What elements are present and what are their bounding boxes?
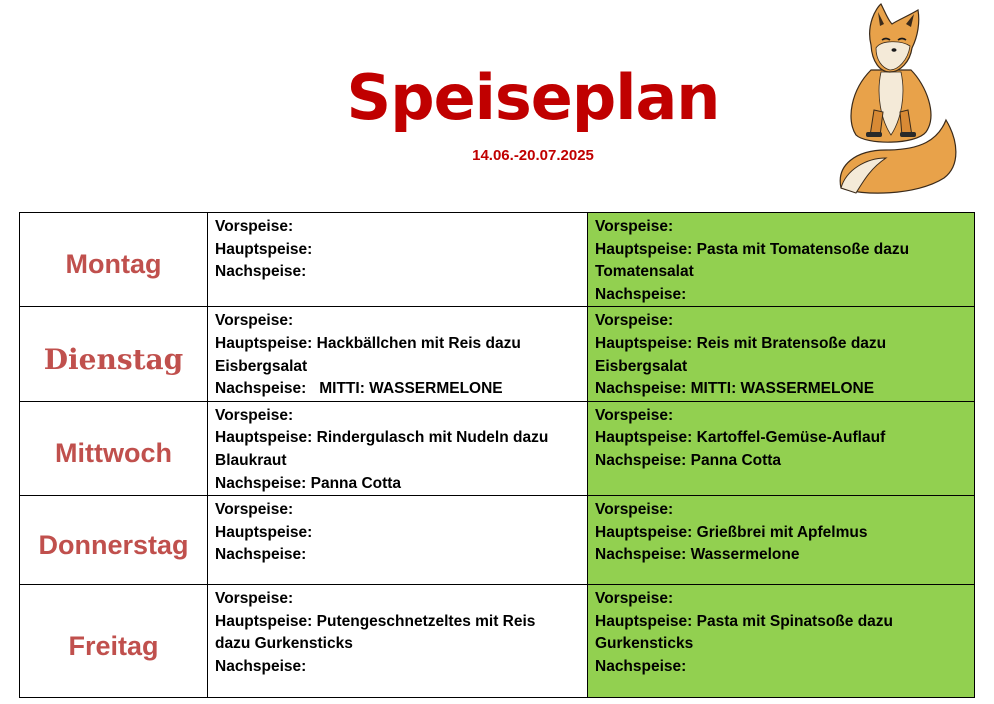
menu-cell-alt — [588, 401, 975, 495]
menu-line: Nachspeise: — [595, 657, 687, 675]
meal-plan-table — [19, 212, 975, 698]
menu-line: Vorspeise: — [595, 218, 674, 235]
menu-line: Vorspeise: — [215, 590, 294, 608]
menu-line: Hauptspeise: Pasta mit Spinatsoße dazu — [595, 612, 894, 630]
menu-cell-alt — [588, 213, 975, 307]
menu-line: Nachspeise: Panna Cotta — [595, 451, 782, 469]
menu-cell — [208, 496, 588, 585]
menu-line: Vorspeise: — [595, 590, 674, 608]
menu-line: Hauptspeise: Rindergulasch mit Nudeln dazu — [215, 429, 549, 447]
menu-line: Nachspeise: — [215, 657, 307, 675]
menu-line: Vorspeise: — [215, 218, 294, 235]
page-title: Speiseplan — [346, 61, 720, 134]
menu-line: Tomatensalat — [595, 263, 694, 281]
menu-line: Hauptspeise: — [215, 523, 313, 541]
day-label: Dienstag — [20, 307, 208, 401]
day-label: Montag — [20, 213, 208, 307]
table-row — [20, 307, 975, 401]
menu-cell — [208, 213, 588, 307]
menu-line: Hauptspeise: Putengeschnetzeltes mit Reis — [215, 612, 536, 630]
menu-line: dazu Gurkensticks — [215, 635, 353, 653]
menu-line: Eisbergsalat — [595, 357, 688, 375]
menu-line: Hauptspeise: Reis mit Bratensoße dazu — [595, 334, 887, 352]
fox-illustration-icon — [826, 0, 966, 196]
menu-line: Nachspeise: — [215, 263, 307, 281]
menu-line: Vorspeise: — [215, 501, 294, 519]
menu-line: Nachspeise: MITTI: WASSERMELONE — [215, 380, 503, 398]
menu-line: Hauptspeise: Grießbrei mit Apfelmus — [595, 523, 868, 541]
menu-line: Nachspeise: — [215, 546, 307, 564]
menu-line: Vorspeise: — [215, 312, 294, 330]
menu-cell — [208, 585, 588, 698]
day-label: Donnerstag — [20, 496, 208, 585]
menu-line: Hauptspeise: Kartoffel-Gemüse-Auflauf — [595, 429, 886, 447]
menu-line: Gurkensticks — [595, 635, 694, 653]
menu-line: Hauptspeise: Hackbällchen mit Reis dazu — [215, 334, 521, 352]
menu-line: Vorspeise: — [595, 501, 674, 519]
table-row — [20, 496, 975, 585]
menu-line: Blaukraut — [215, 451, 287, 469]
table-row — [20, 401, 975, 495]
menu-line: Hauptspeise: Pasta mit Tomatensoße dazu — [595, 240, 910, 258]
date-range: 14.06.-20.07.2025 — [472, 147, 594, 164]
menu-cell-alt — [588, 307, 975, 401]
menu-cell-alt — [588, 585, 975, 698]
day-label: Mittwoch — [20, 401, 208, 495]
menu-line: Nachspeise: Panna Cotta — [215, 474, 402, 492]
menu-cell — [208, 401, 588, 495]
menu-line: Vorspeise: — [215, 406, 294, 424]
menu-line: Nachspeise: Wassermelone — [595, 546, 800, 564]
menu-line: Vorspeise: — [595, 406, 674, 424]
menu-line: Vorspeise: — [595, 312, 674, 330]
menu-cell-alt — [588, 496, 975, 585]
table-row — [20, 213, 975, 307]
day-label: Freitag — [20, 585, 208, 698]
menu-line: Nachspeise: — [595, 285, 687, 303]
menu-line: Hauptspeise: — [215, 240, 313, 258]
menu-line: Nachspeise: MITTI: WASSERMELONE — [595, 380, 875, 398]
menu-line: Eisbergsalat — [215, 357, 308, 375]
menu-cell — [208, 307, 588, 401]
table-row — [20, 585, 975, 698]
